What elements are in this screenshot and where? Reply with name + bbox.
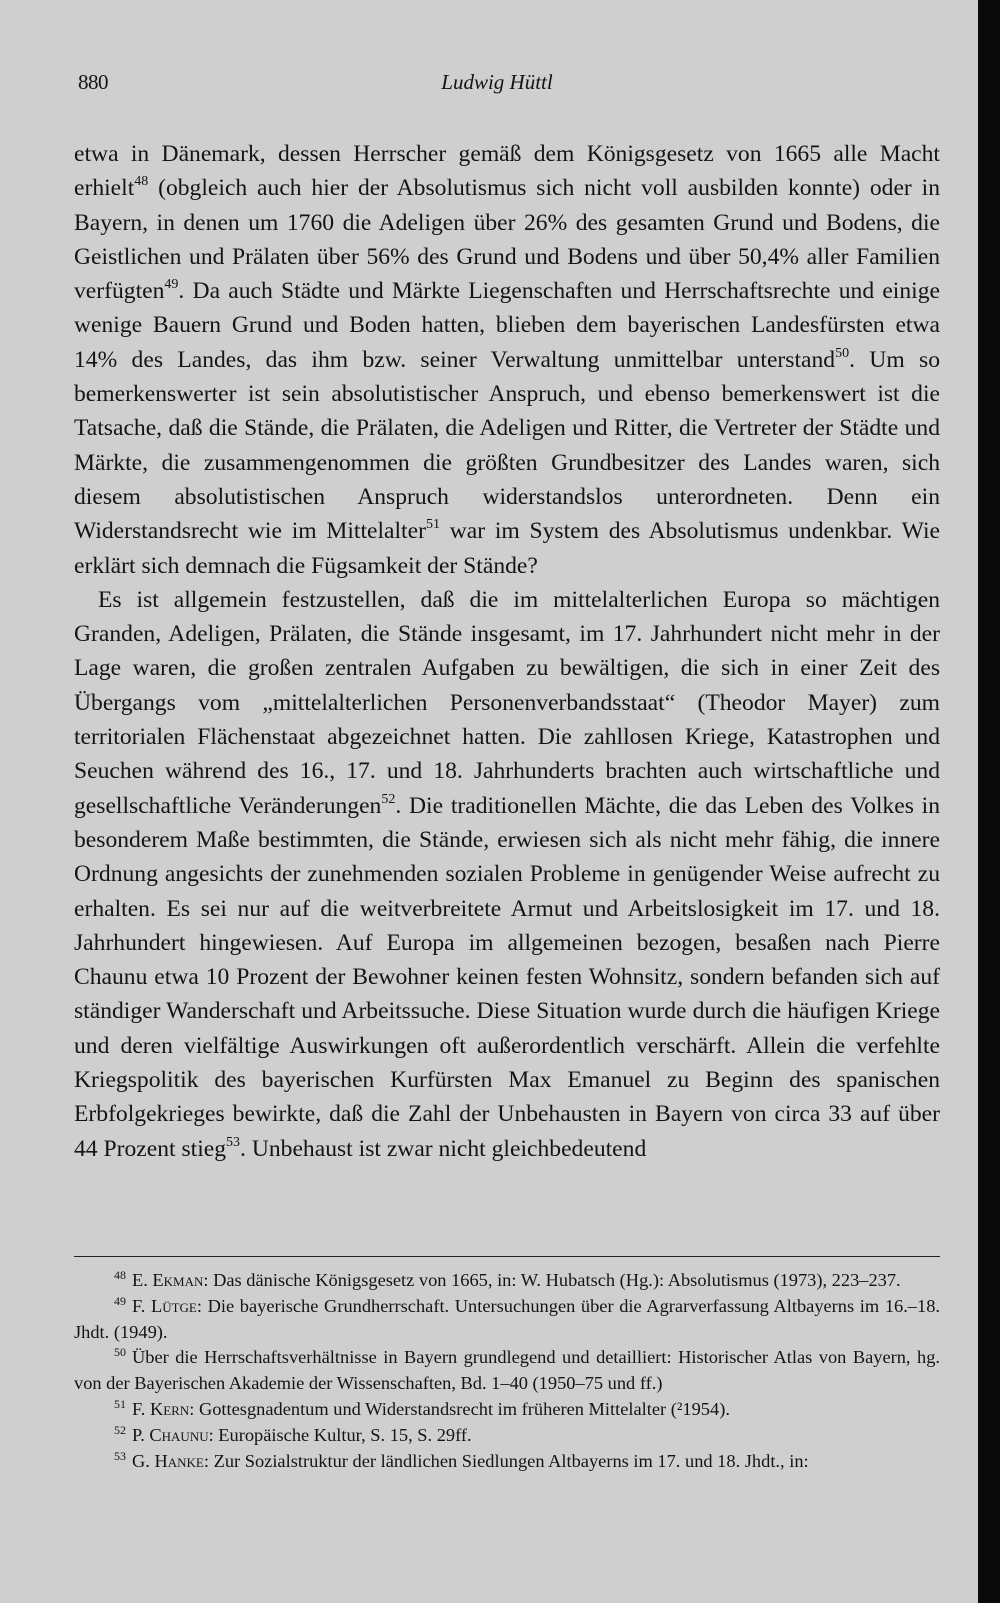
footnotes — [74, 1268, 940, 1474]
page-header — [74, 70, 920, 100]
footnote-separator — [74, 1256, 940, 1257]
text-run: . Unbehaust ist zwar nicht gleichbedeutend — [240, 1135, 647, 1162]
footnote-text: : Das dänische Königsgesetz von 1665, in: W. Hubatsch (Hg.): Absolutismus (1973), 223–237. — [203, 1270, 901, 1290]
footnote — [74, 1423, 940, 1449]
footnote-number: 50 — [114, 1345, 126, 1360]
footnote-reference: 48 — [134, 174, 149, 190]
running-head: Ludwig Hüttl — [441, 70, 553, 94]
page-number: 880 — [78, 70, 108, 94]
footnote-number: 49 — [114, 1293, 126, 1308]
footnote-text: Über die Herrschaftsverhältnisse in Bayern grundlegend und detailliert: Historischer Atlas von Bayern, hg. von der Bayerischen Akademie der Wissenschaften, Bd. 1–40 (1950–75 und ff.) — [74, 1347, 940, 1394]
text-run: (obgleich auch hier der Absolutismus sich nicht voll ausbilden konnte) oder in Bayern, in denen um 1760 die Adeligen über 26% des gesamten Grund und Bodens, die Geistlichen und Prälaten über 56% des Grund und Bodens und über 50,4% aller Familien verfügten — [74, 175, 940, 305]
text-run: etwa in Dänemark, dessen Herrscher gemäß dem Königsgesetz von 1665 alle Macht erhielt — [74, 141, 940, 202]
body-paragraph — [74, 583, 940, 1166]
text-run: . Da auch Städte und Märkte Liegenschaften und Herrschaftsrechte und einige wenige Bauern Grund und Boden hatten, blieben dem bayerischen Landesfürsten etwa 14% des Landes, das ihm bzw. seiner Verwaltung unmittelbar unterstand — [74, 278, 940, 373]
text-run: . Um so bemerkenswerter ist sein absolutistischer Anspruch, und ebenso bemerkenswert ist die Tatsache, daß die Stände, die Prälaten, die Adeligen und Ritter, die Vertreter der Städte und Märkte, die zusammengenommen die größten Grundbesitzer des Landes waren, sich diesem absolutistischen Anspruch widerstandslos unterordneten. Denn ein Widerstandsrecht wie im Mittelalter — [74, 346, 940, 545]
footnote-author: E. Ekman — [132, 1270, 204, 1290]
footnote-author: P. Chaunu — [132, 1424, 209, 1445]
footnote — [74, 1397, 940, 1423]
footnote — [74, 1268, 940, 1294]
footnote-text: : Europäische Kultur, S. 15, S. 29ff. — [208, 1424, 472, 1445]
footnote — [74, 1294, 940, 1346]
scan-border — [978, 0, 1000, 1603]
footnote-author: G. Hanke — [132, 1450, 204, 1471]
footnote-number: 48 — [114, 1268, 126, 1282]
footnote-reference: 53 — [226, 1134, 241, 1150]
body-paragraph — [74, 137, 940, 583]
footnote-author: F. Lütge — [132, 1295, 197, 1316]
text-run: . Die traditionellen Mächte, die das Leben des Volkes in besonderem Maße bestimmten, die Stände, erwiesen sich als nicht mehr fähig, die innere Ordnung angesichts der zunehmenden sozialen Probleme in genügender Weise aufrecht zu erhalten. Es sei nur auf die weitverbreitete Armut und Arbeitslosigkeit im 17. und 18. Jahrhundert hingewiesen. Auf Europa im allgemeinen bezogen, besaßen nach Pierre Chaunu etwa 10 Prozent der Bewohner keinen festen Wohnsitz, sondern befanden sich auf ständiger Wanderschaft und Arbeitssuche. Diese Situation wurde durch die häufigen Kriege und deren vielfältige Auswirkungen oft außerordentlich verschärft. Allein die verfehlte Kriegspolitik des bayerischen Kurfürsten Max Emanuel zu Beginn des spanischen Erbfolgekrieges bewirkte, daß die Zahl der Unbehausten in Bayern von circa 33 auf über 44 Prozent stieg — [74, 792, 940, 1162]
text-run: Es ist allgemein festzustellen, daß die im mittelalterlichen Europa so mächtigen Granden, Adeligen, Prälaten, die Stände insgesamt, im 17. Jahrhundert nicht mehr in der Lage waren, die großen zentralen Aufgaben zu bewältigen, die sich in einer Zeit des Übergangs vom „mittelalterlichen Personenverbandsstaat“ (Theodor Mayer) zum territorialen Flächenstaat abgezeichnet hatten. Die zahllosen Kriege, Katastrophen und Seuchen während des 16., 17. und 18. Jahrhunderts brachten auch wirtschaftliche und gesellschaftliche Veränderungen — [74, 586, 940, 819]
footnote-number: 51 — [114, 1396, 126, 1411]
footnote-author: F. Kern — [132, 1398, 190, 1419]
footnote-reference: 50 — [835, 345, 850, 361]
footnote-text: : Gottesgnadentum und Widerstandsrecht im früheren Mittelalter (²1954). — [189, 1398, 730, 1419]
footnote-reference: 49 — [164, 277, 179, 293]
footnote — [74, 1449, 940, 1475]
footnote-reference: 52 — [381, 791, 396, 807]
footnote-number: 52 — [114, 1422, 126, 1437]
footnote-text: : Zur Sozialstruktur der ländlichen Siedlungen Altbayerns im 17. und 18. Jhdt., in: — [203, 1450, 809, 1471]
footnote-text: : Die bayerische Grundherrschaft. Untersuchungen über die Agrarverfassung Altbayerns im 16.–18. Jhdt. (1949). — [74, 1295, 940, 1342]
body-text — [74, 137, 940, 1166]
footnote-number: 53 — [114, 1448, 126, 1463]
footnote-reference: 51 — [425, 517, 440, 533]
text-run: war im System des Absolutismus undenkbar. Wie erklärt sich demnach die Fügsamkeit der Stände? — [74, 518, 940, 579]
footnote — [74, 1345, 940, 1397]
